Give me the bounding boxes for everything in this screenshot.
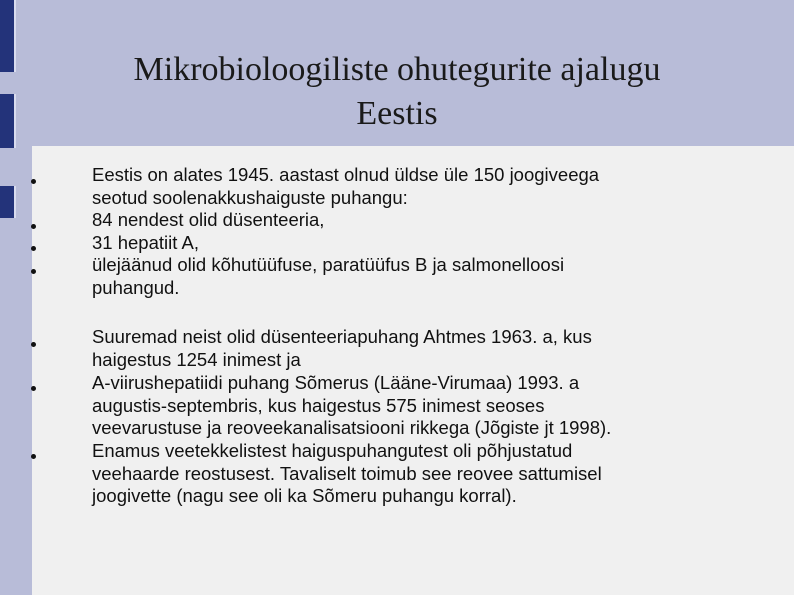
- bullet-marker: [31, 246, 36, 251]
- bullet-marker: [31, 179, 36, 184]
- bullet-marker: [31, 269, 36, 274]
- list-item: A-viirushepatiidi puhang Sõmerus (Lääne-Virumaa) 1993. a augustis-septembris, kus haigestus 575 inimest seoses veevarustuse ja reoveekanalisatsiooni rikkega (Jõgiste jt 1998).: [92, 372, 612, 439]
- bullet-marker: [31, 342, 36, 347]
- decor-bar-lower: [0, 186, 16, 218]
- slide-title-line-1: Mikrobioloogiliste ohutegurite ajalugu: [133, 51, 661, 88]
- bullet-marker: [31, 386, 36, 391]
- list-item: 84 nendest olid düsenteeria,: [92, 209, 325, 230]
- list-item: Suuremad neist olid düsenteeriapuhang Ahtmes 1963. a, kus haigestus 1254 inimest ja: [92, 326, 592, 370]
- list-item: Eestis on alates 1945. aastast olnud üldse üle 150 joogiveega seotud soolenakkushaiguste puhangu:: [92, 164, 600, 208]
- bullet-marker: [31, 454, 36, 459]
- list-item: ülejäänud olid kõhutüüfuse, paratüüfus B ja salmonelloosi puhangud.: [92, 254, 565, 298]
- list-item: Enamus veetekkelistest haiguspuhangutest oli põhjustatud veehaarde reostusest. Tavaliselt toimub see reovee sattumisel joogivette (nagu see oli ka Sõmeru puhangu korral).: [92, 440, 602, 507]
- bullet-marker: [31, 224, 36, 229]
- slide-title: [0, 48, 794, 136]
- list-item: 31 hepatiit A,: [92, 232, 199, 253]
- slide-title-line-2: Eestis: [356, 95, 438, 132]
